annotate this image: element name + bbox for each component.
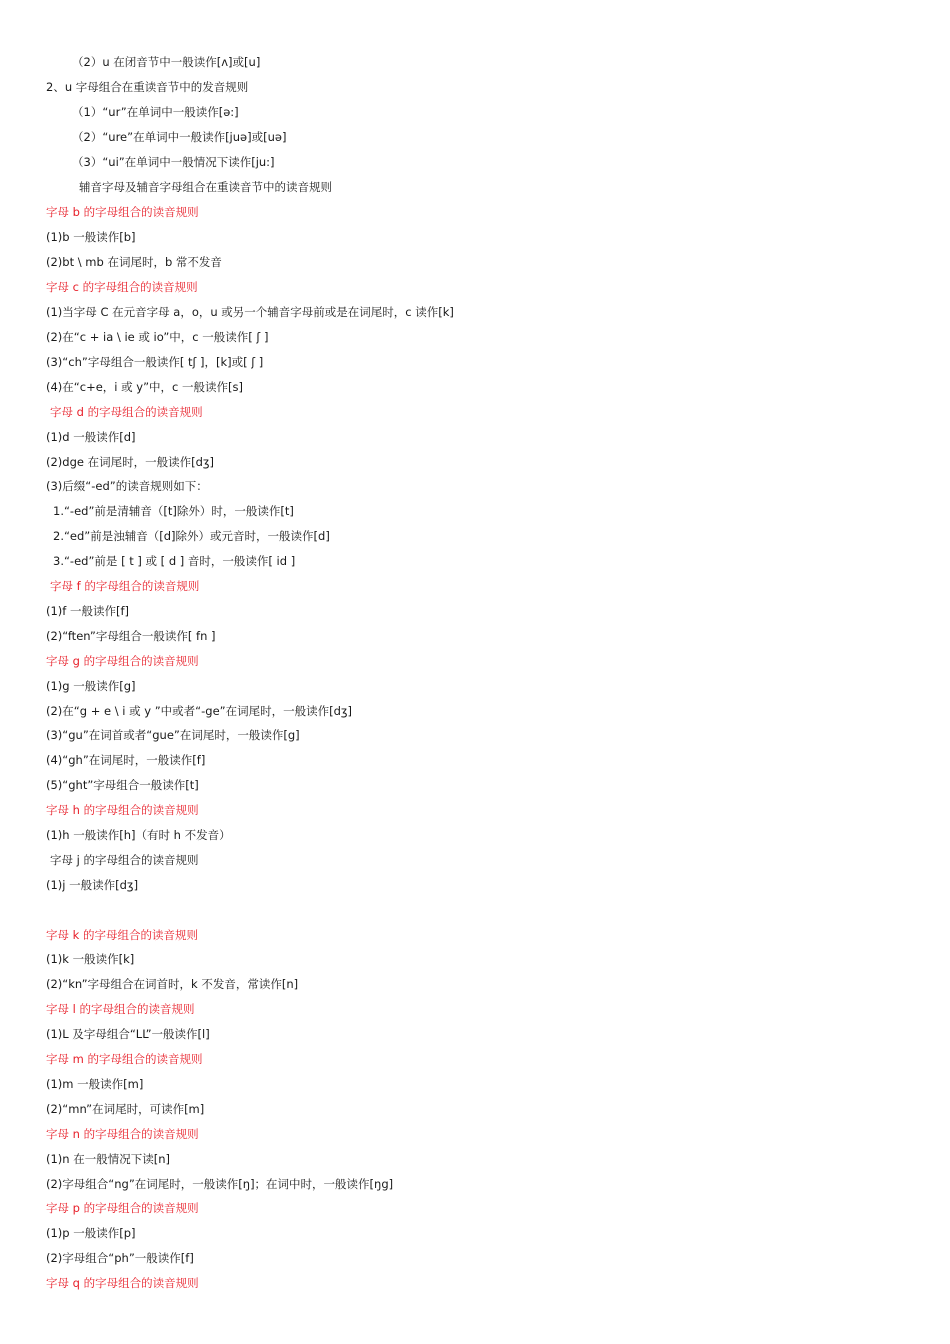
rule-heading: 字母 c 的字母组合的读音规则: [46, 280, 198, 294]
text-line: (2)字母组合“ng”在词尾时，一般读作[ŋ]；在词中时，一般读作[ŋg]: [46, 1177, 394, 1191]
text-line: (2)在“c + ia \ ie 或 io”中，c 一般读作[ ʃ ]: [46, 330, 269, 344]
text-line: （2）“ure”在单词中一般读作[juə]或[uə]: [72, 130, 287, 144]
text-line: (2)“ften”字母组合一般读作[ fn ]: [46, 629, 216, 643]
rule-heading: 字母 q 的字母组合的读音规则: [46, 1276, 199, 1290]
rule-heading: 字母 f 的字母组合的读音规则: [50, 579, 200, 593]
text-line: (1)d 一般读作[d]: [46, 430, 136, 444]
text-line: (5)“ght”字母组合一般读作[t]: [46, 778, 199, 792]
text-line: (3)后缀“-ed”的读音规则如下：: [46, 479, 208, 493]
text-line: (3)“ch”字母组合一般读作[ tʃ ]，[k]或[ ʃ ]: [46, 355, 264, 369]
rule-heading: 字母 n 的字母组合的读音规则: [46, 1127, 199, 1141]
text-line: (1)g 一般读作[g]: [46, 679, 136, 693]
text-line: (1)k 一般读作[k]: [46, 952, 135, 966]
rule-heading: 字母 l 的字母组合的读音规则: [46, 1002, 195, 1016]
text-line: (1)j 一般读作[dʒ]: [46, 878, 139, 892]
text-line: (2)bt \ mb 在词尾时，b 常不发音: [46, 255, 222, 269]
text-line: (1)f 一般读作[f]: [46, 604, 130, 618]
rule-heading: 字母 d 的字母组合的读音规则: [50, 405, 203, 419]
rule-heading: 字母 p 的字母组合的读音规则: [46, 1201, 199, 1215]
text-line: (1)b 一般读作[b]: [46, 230, 136, 244]
rule-heading: 字母 h 的字母组合的读音规则: [46, 803, 199, 817]
rule-heading: 字母 b 的字母组合的读音规则: [46, 205, 199, 219]
text-line: (2)字母组合“ph”一般读作[f]: [46, 1251, 194, 1265]
text-line: 2.“ed”前是浊辅音（[d]除外）或元音时，一般读作[d]: [53, 529, 330, 543]
text-line: （3）“ui”在单词中一般情况下读作[ju:]: [72, 155, 275, 169]
text-line: （1）“ur”在单词中一般读作[ə:]: [72, 105, 239, 119]
rule-heading: 字母 j 的字母组合的读音规则: [50, 853, 199, 867]
text-line: (3)“gu”在词首或者“gue”在词尾时，一般读作[g]: [46, 728, 300, 742]
text-line: (4)在“c+e，i 或 y”中，c 一般读作[s]: [46, 380, 243, 394]
text-line: (1)h 一般读作[h]（有时 h 不发音）: [46, 828, 231, 842]
text-line: 3.“-ed”前是 [ t ] 或 [ d ] 音时，一般读作[ id ]: [53, 554, 296, 568]
text-line: (1)当字母 C 在元音字母 a，o，u 或另一个辅音字母前或是在词尾时，c 读作[k]: [46, 305, 454, 319]
text-line: 1.“-ed”前是清辅音（[t]除外）时，一般读作[t]: [53, 504, 294, 518]
text-line: （2）u 在闭音节中一般读作[ʌ]或[u]: [72, 55, 261, 69]
text-line: (1)p 一般读作[p]: [46, 1226, 136, 1240]
rule-heading: 字母 k 的字母组合的读音规则: [46, 928, 198, 942]
text-line: (2)“kn”字母组合在词首时，k 不发音，常读作[n]: [46, 977, 299, 991]
text-line: (2)在“g + e \ i 或 y ”中或者“-ge”在词尾时，一般读作[dʒ]: [46, 704, 353, 718]
section-heading: 辅音字母及辅音字母组合在重读音节中的读音规则: [79, 180, 332, 194]
rule-heading: 字母 m 的字母组合的读音规则: [46, 1052, 203, 1066]
text-line: (1)L 及字母组合“LL”一般读作[l]: [46, 1027, 210, 1041]
text-line: (4)“gh”在词尾时，一般读作[f]: [46, 753, 206, 767]
text-line: (1)m 一般读作[m]: [46, 1077, 144, 1091]
section-heading: 2、u 字母组合在重读音节中的发音规则: [46, 80, 249, 94]
text-line: (1)n 在一般情况下读[n]: [46, 1152, 170, 1166]
text-line: (2)dge 在词尾时，一般读作[dʒ]: [46, 455, 215, 469]
rule-heading: 字母 g 的字母组合的读音规则: [46, 654, 199, 668]
text-line: (2)“mn”在词尾时，可读作[m]: [46, 1102, 205, 1116]
